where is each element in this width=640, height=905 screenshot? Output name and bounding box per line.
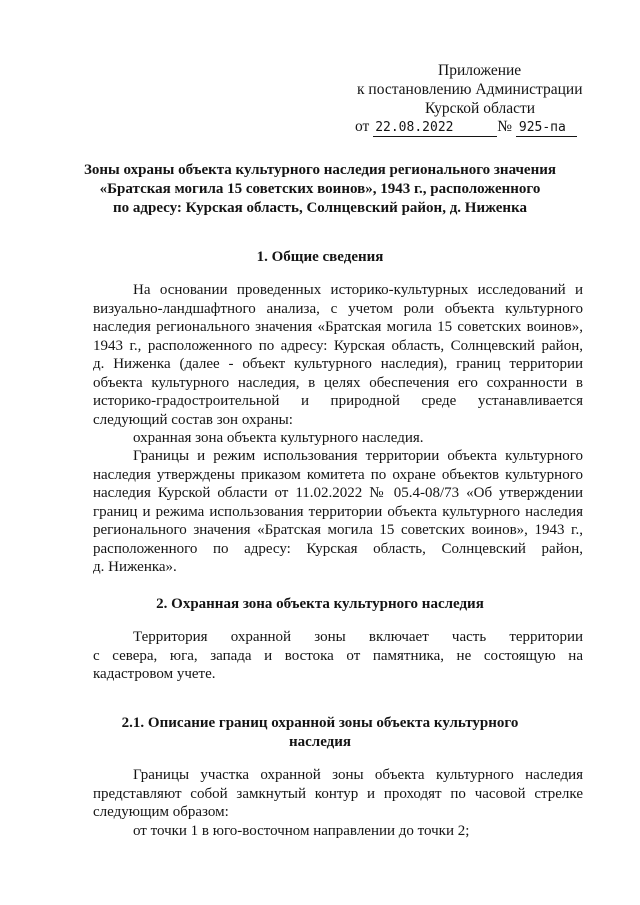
title-line: Зоны охраны объекта культурного наследия регионального значения	[83, 162, 556, 178]
resolution-reference: к постановлению Администрации	[357, 81, 583, 98]
text-line: визуально-ландшафтного анализа, с учетом роли объекта культурного	[93, 300, 583, 317]
text-line: представляют собой замкнутый контур и проходят по часовой стрелке	[93, 785, 583, 802]
heading-line: наследия	[288, 734, 352, 750]
document-title	[80, 161, 560, 218]
text-line: 1943 г., расположенного по адресу: Курская область, Солнцевский район,	[93, 337, 583, 354]
number-prefix: №	[497, 118, 512, 135]
resolution-number: 925-па	[516, 120, 577, 137]
heading-line: 2.1. Описание границ охранной зоны объекта культурного	[121, 715, 519, 731]
text-line: Территория охранной зоны включает часть территории	[133, 629, 583, 645]
text-line: д. Ниженка (далее - объект культурного наследия), границ территории	[93, 356, 583, 372]
appendix-label: Приложение	[438, 62, 522, 79]
region-name: Курской области	[425, 100, 536, 117]
text-line: наследия Курской области от 11.02.2022 № 05.4-08/73 «Об утверждении	[93, 485, 583, 501]
text-line: расположенного по адресу: Курская область, Солнцевский район,	[93, 540, 583, 557]
resolution-date: 22.08.2022	[373, 120, 497, 137]
section-2-1-heading	[80, 714, 560, 752]
text-line: На основании проведенных историко-культурных исследований и	[133, 282, 583, 298]
title-line: «Братская могила 15 советских воинов», 1943 г., расположенного	[99, 181, 541, 197]
date-prefix: от	[355, 118, 370, 135]
text-line: кадастровом учете.	[93, 666, 216, 682]
title-line: по адресу: Курская область, Солнцевский район, д. Ниженка	[113, 200, 527, 216]
text-line: наследия регионального значения «Братская могила 15 советских воинов»,	[93, 319, 583, 335]
text-line: границ и режима использования территории объекта культурного наследия	[93, 503, 583, 520]
text-line: с севера, юга, запада и востока от памятника, не состоящую на	[93, 647, 583, 664]
text-line: объекта культурного наследия, в целях обеспечения его сохранности в	[93, 374, 583, 391]
section-2-heading: 2. Охранная зона объекта культурного наследия	[156, 596, 484, 612]
section-2-1-paragraph	[93, 766, 583, 840]
text-line: Границы и режим использования территории объекта культурного	[133, 448, 583, 464]
text-line: следующий состав зон охраны:	[93, 411, 293, 428]
section-1-heading: 1. Общие сведения	[256, 249, 384, 265]
text-line: историко-градостроительной и природной среде устанавливается	[93, 393, 583, 409]
date-number-line	[355, 117, 577, 137]
section-1-paragraph-2	[93, 447, 583, 577]
list-item: охранная зона объекта культурного наследия.	[133, 430, 424, 446]
text-line: д. Ниженка».	[93, 559, 177, 575]
section-2-paragraph	[93, 628, 583, 684]
text-line: регионального значения «Братская могила 15 советских воинов», 1943 г.,	[93, 522, 583, 538]
text-line: следующим образом:	[93, 804, 229, 820]
text-line: наследия утверждены приказом комитета по охране объектов культурного	[93, 466, 583, 483]
section-1-paragraph-1	[93, 281, 583, 448]
text-line: Границы участка охранной зоны объекта культурного наследия	[133, 767, 583, 783]
boundary-point-line: от точки 1 в юго-восточном направлении до точки 2;	[133, 822, 470, 839]
